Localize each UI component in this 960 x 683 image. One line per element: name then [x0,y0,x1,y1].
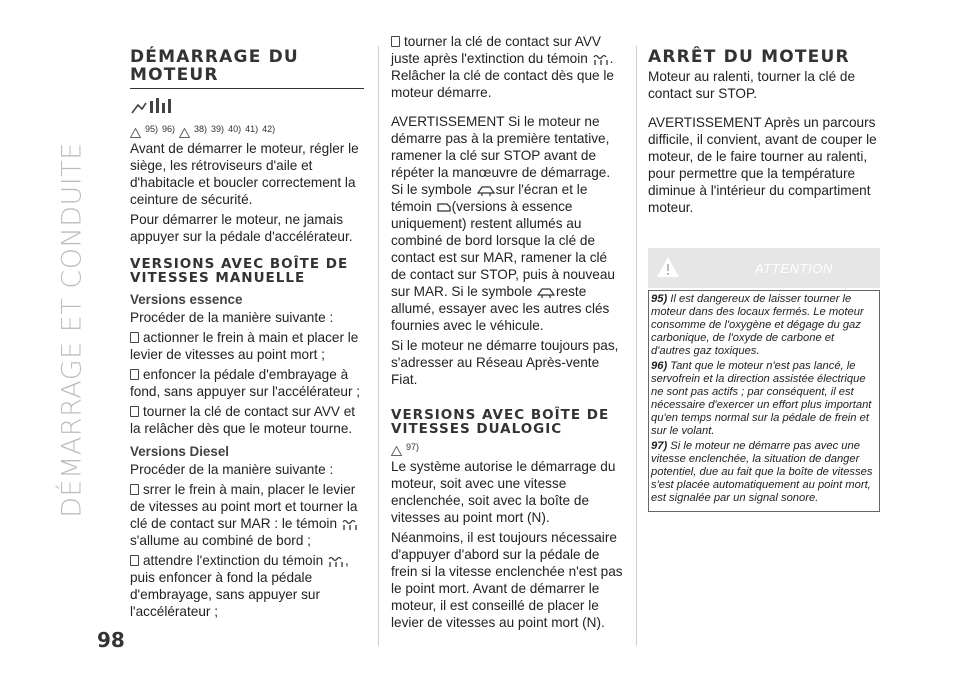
bullet-icon [130,484,139,495]
subheading-diesel: Versions Diesel [130,444,229,459]
bullet-icon [130,369,139,380]
ref-42: 42) [262,124,276,134]
page-number: 98 [97,628,125,652]
bullet-icon [391,36,400,47]
caution-icon [179,128,190,138]
column-divider [636,46,637,646]
attention-banner [648,248,880,288]
section-title-demarrage: DÉMARRAGE DU MOTEUR [130,48,364,89]
column-3 [648,48,880,512]
bullet-icon [130,406,139,417]
paragraph: Moteur au ralenti, tourner la clé de contact sur STOP. [648,69,856,101]
paragraph: Procéder de la manière suivante : [130,310,334,325]
ref-38: 38) [194,124,208,134]
subheading-essence: Versions essence [130,292,243,307]
list-item: tourner la clé de contact sur AVV et la relâcher dès que le moteur tourne. [130,404,356,436]
section-title-boite-manuelle: VERSIONS AVEC BOÎTE DE VITESSES MANUELLE [130,256,349,286]
section-title-boite-dualogic: VERSIONS AVEC BOÎTE DE VITESSES DUALOGIC [391,407,610,437]
note-references [130,121,364,138]
ref-41: 41) [245,124,259,134]
immobilizer-icon [476,183,496,197]
note-references [391,439,625,456]
paragraph: Procéder de la manière suivante : [130,462,334,477]
column-divider [378,46,379,646]
attention-label: ATTENTION [754,261,834,276]
warning-icon [391,446,402,456]
paragraph: Si le moteur ne démarre toujours pas, s'adresser au Réseau Après-vente Fiat. [391,338,619,387]
glow-plug-icon [327,556,345,568]
engine-start-icon [130,95,174,117]
paragraph: Avant de démarrer le moteur, régler le siège, les rétroviseurs d'aile et d'habitacle et boucler correctement la ceinture de sécurité. [130,141,359,207]
ref-95: 95) [145,124,159,134]
ref-40: 40) [228,124,242,134]
warning-triangle-icon [656,256,680,278]
immobilizer-icon [536,285,556,299]
attention-notes [648,290,880,512]
column-2 [391,34,625,634]
ref-39: 39) [211,124,225,134]
paragraph: Le système autorise le démarrage du moteur, soit avec une vitesse enclenchée, soit avec la boîte de vitesses au point mort (N). [391,459,616,525]
list-item: srrer le frein à main, placer le levier de vitesses au point mort et tourner la clé de contact sur MAR : le témoin s'allume au combiné de bord ; [130,482,358,548]
column-1 [130,48,364,623]
engine-check-icon [436,200,452,214]
glow-plug-icon [592,54,610,66]
note-item: 97) Si le moteur ne démarre pas avec une vitesse enclenchée, la situation de danger potentiel, due au fait que la boîte de vitesses s'est placée automatiquement au point mort, est signalée par un signal sonore. [651,440,873,504]
paragraph: AVERTISSEMENT Après un parcours difficile, il convient, avant de couper le moteur, de le faire tourner au ralenti, pour permettre que la température diminue à l'intérieur du compartiment moteur. [648,115,877,215]
paragraph: AVERTISSEMENT Si le moteur ne démarre pas à la première tentative, ramener la clé sur STOP avant de répéter la manœuvre de démarrage. Si le symbole sur l'écran et le témoin (versions à essence uniquement) restent allumés au combiné de bord lorsque la clé de contact est sur MAR, ramener la clé de contact sur STOP, puis à nouveau sur MAR. Si le symbole reste allumé, essayer avec les autres clés fournies avec le véhicule. [391,114,615,333]
paragraph: Pour démarrer le moteur, ne jamais appuyer sur la pédale d'accélérateur. [130,212,353,244]
ref-96: 96) [162,124,176,134]
list-item: actionner le frein à main et placer le levier de vitesses au point mort ; [130,330,359,362]
list-item: tourner la clé de contact sur AVV juste après l'extinction du témoin . Relâcher la clé de contact dès que le moteur démarre. [391,34,614,100]
warning-icon [130,128,141,138]
note-item: 95) Il est dangereux de laisser tourner le moteur dans des locaux fermés. Le moteur consomme de l'oxygène et dégage du gaz carbonique, de l'oxyde de carbone et d'autres gaz toxiques. [651,293,864,357]
list-item: enfoncer la pédale d'embrayage à fond, sans appuyer sur l'accélérateur ; [130,367,361,399]
bullet-icon [130,332,139,343]
list-item: attendre l'extinction du témoin , puis enfoncer à fond la pédale d'embrayage, sans appuyer sur l'accélérateur ; [130,553,349,619]
section-title-arret: ARRÊT DU MOTEUR [648,47,850,67]
glow-plug-icon [341,519,359,531]
bullet-icon [130,555,139,566]
chapter-side-title: DÉMARRAGE ET CONDUITE [56,142,88,518]
note-item: 96) Tant que le moteur n'est pas lancé, le servofrein et la direction assistée électrique ne sont pas actifs ; par conséquent, il est nécessaire d'exercer un effort plus important qu'en temps normal sur la pédale de frein et sur le volant. [651,360,872,437]
paragraph: Néanmoins, il est toujours nécessaire d'appuyer d'abord sur la pédale de frein si la vitesse enclenchée n'est pas le point mort. Avant de démarrer le moteur, il est conseillé de placer le levier de vitesses au point mort (N). [391,530,623,630]
ref-97: 97) [406,442,420,452]
